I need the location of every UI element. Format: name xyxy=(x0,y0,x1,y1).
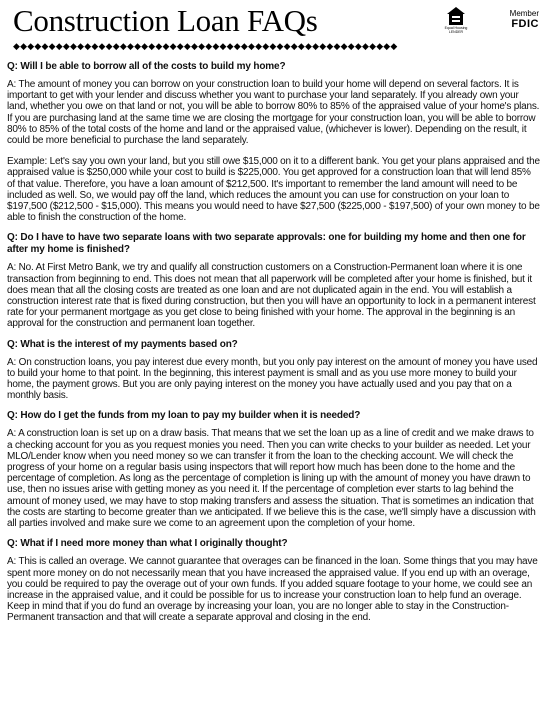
fdic-member-label: Member xyxy=(509,9,539,18)
compliance-logos xyxy=(441,6,539,36)
faq-question-5: Q: What if I need more money than what I originally thought? xyxy=(7,538,288,550)
house-icon xyxy=(446,6,466,26)
diamond-divider: ◆◆◆◆◆◆◆◆◆◆◆◆◆◆◆◆◆◆◆◆◆◆◆◆◆◆◆◆◆◆◆◆◆◆◆◆◆◆◆◆◆◆◆◆◆◆◆◆◆◆◆◆◆◆ xyxy=(13,41,398,51)
faq-answer-1: A: The amount of money you can borrow on your construction loan to build your home will depend on several factors. It is important to get with your lender and discuss whether you want to purchase your land separately. If you already own your land, whether you owe on that land or not, you will be able to borrow 80% to 85% of the appraised value of your home's plans. If you are purchasing land at the same time we are closing the mortgage for your construction loan, you will be able to borrow 80% to 85% of the total costs of the home and land or the appraised value, (whichever is lower). Depending on the result, it could be more beneficial to purchase the land separately. xyxy=(7,79,540,147)
faq-answer-2: A: No. At First Metro Bank, we try and qualify all construction customers on a Construction-Permanent loan where it is one transaction from beginning to end. This does not mean that all paperwork will be completed after your home is finished, but it does mean that all the closing costs are treated as one loan and are not duplicated again in the end. You will establish a construction interest rate that is fixed during construction, but then you will have an opportunity to lock in a permanent interest rate for your permanent mortgage as you get close to being finished with your home. The approval in the beginning is an approval for the construction and permanent loan together. xyxy=(7,262,536,330)
faq-question-3: Q: What is the interest of my payments based on? xyxy=(7,338,238,350)
page-title: Construction Loan FAQs xyxy=(13,3,318,38)
equal-housing-lender-logo xyxy=(441,6,471,36)
faq-answer-1-example: Example: Let's say you own your land, but you still owe $15,000 on it to a different bank. You get your plans appraised and the appraised value is $250,000 while your cost to build is $225,000. You get approved for a construction loan that will lend 85% of that value. Therefore, you have a loan amount of $212,500. It's important to remember the land amount will need to be included as well. So, we would pay off the land, which reduces the amount you can use for construction on your loan to $197,500 ($212,500 - $15,000). This means you would need to have $27,500 ($225,000 - $197,500) of your own money to be able to finish the construction of the home. xyxy=(7,156,540,224)
faq-question-2: Q: Do I have to have two separate loans with two separate approvals: one for building my home and then one for after my home is finished? xyxy=(7,232,526,256)
fdic-wordmark: FDIC xyxy=(511,18,539,30)
faq-question-1: Q: Will I be able to borrow all of the costs to build my home? xyxy=(7,61,286,72)
faq-answer-4: A: A construction loan is set up on a draw basis. That means that we set the loan up as a line of credit and we make draws to a checking account for you as you request monies you need. Then you can write checks to your builder as needed. Let your MLO/Lender know when you need money so we can transfer it from the loan to the checking account. We will check the progress of your home on a regular basis using inspectors that will report how much has been done to the home and the percentage of completion. As long as the percentage of completion is lining up with the amount of money you have drawn to use, then no issues arise with getting money as you need it. If the percentage of completion ever starts to lag behind the amount of money used, we may have to stop making transfers and assess the situation. That is sometimes an indication that the costs are starting to become greater than we anticipated. If we believe this is the case, we'll simply have a discussion with all parties involved and make sure we come to an agreement upon the completion of your home. xyxy=(7,428,536,530)
equal-housing-caption: Equal Housing LENDER xyxy=(444,26,468,34)
faq-list xyxy=(7,61,541,624)
faq-answer-3: A: On construction loans, you pay interest due every month, but you only pay interest on the amount of money you have used to build your home to that point. In the beginning, this interest payment is small and as you use more money to build your home, the payment grows. But you are only paying interest on the money you have actually used and you pay that on a monthly basis. xyxy=(7,356,538,402)
faq-question-4: Q: How do I get the funds from my loan to pay my builder when it is needed? xyxy=(7,410,361,422)
fdic-logo xyxy=(510,9,539,30)
faq-answer-5: A: This is called an overage. We cannot guarantee that overages can be financed in the loan. Some things that you may have spent more money on do not necessarily mean that you have increased the appraised value. If you end up with an overage, you could be required to pay the overage out of your own funds. If you added square footage to your home, we could see an increase in the appraised value, and it could be possible for us to increase your construction loan to help fund an overage. Keep in mind that if you do fund an overage by increasing your loan, you are no longer able to stay in the Construction-Permanent transaction and that will create a separate approval and closing in the end. xyxy=(7,556,538,624)
